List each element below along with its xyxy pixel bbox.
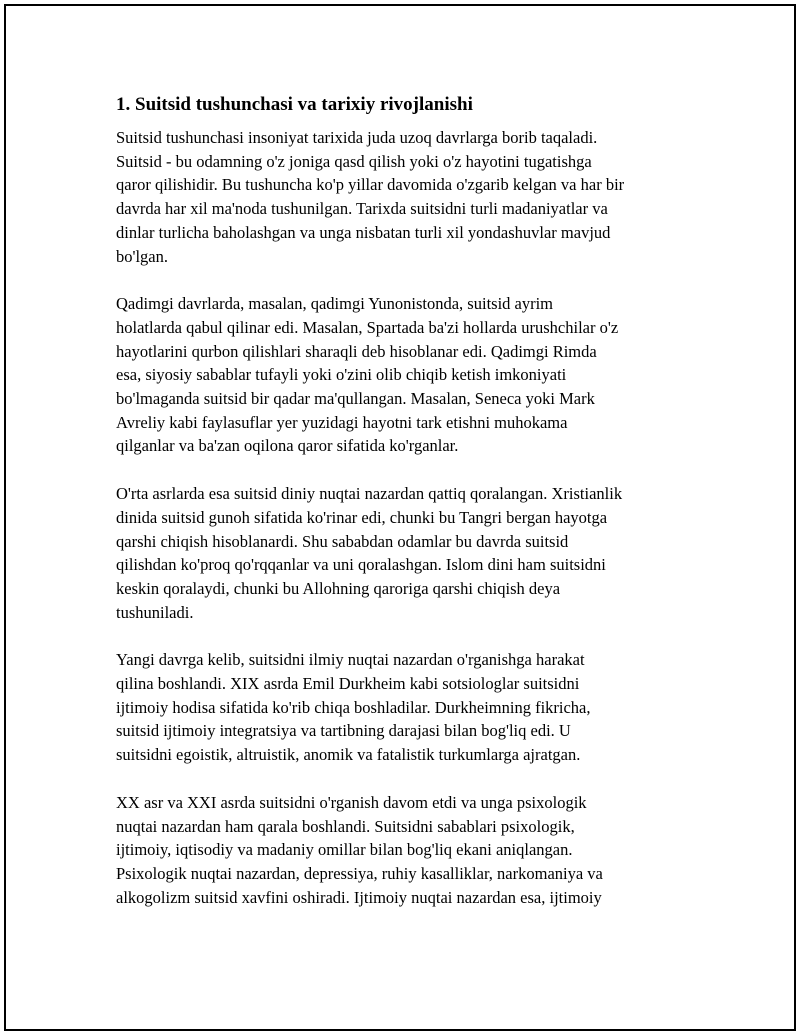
text-line: O'rta asrlarda esa suitsid diniy nuqtai nazardan qattiq qoralangan. Xristianlik bbox=[116, 484, 623, 504]
text-line: dinida suitsid gunoh sifatida ko'rinar edi, chunki bu Tangri bergan hayotga bbox=[116, 507, 608, 527]
text-line: ijtimoiy hodisa sifatida ko'rib chiqa boshladilar. Durkheimning fikricha, bbox=[116, 697, 591, 717]
text-line: qilishdan ko'proq qo'rqqanlar va uni qoralashgan. Islom dini ham suitsidni bbox=[116, 555, 606, 575]
paragraph-3 bbox=[116, 482, 696, 624]
text-line: bo'lmaganda suitsid bir qadar ma'qullangan. Masalan, Seneca yoki Mark bbox=[116, 389, 595, 409]
text-line: davrda har xil ma'noda tushunilgan. Tarixda suitsidni turli madaniyatlar va bbox=[116, 199, 608, 219]
text-line: qilina boshlandi. XIX asrda Emil Durkheim kabi sotsiologlar suitsidni bbox=[116, 674, 580, 694]
text-line: bo'lgan. bbox=[116, 246, 169, 266]
text-line: Yangi davrga kelib, suitsidni ilmiy nuqtai nazardan o'rganishga harakat bbox=[116, 650, 585, 670]
paragraph-5 bbox=[116, 791, 696, 910]
text-line: Suitsid tushunchasi insoniyat tarixida juda uzoq davrlarga borib taqaladi. bbox=[116, 128, 598, 147]
text-line: suitsidni egoistik, altruistik, anomik va fatalistik turkumlarga ajratgan. bbox=[116, 745, 581, 765]
text-line: dinlar turlicha baholashgan va unga nisbatan turli xil yondashuvlar mavjud bbox=[116, 222, 611, 242]
text-line: esa, siyosiy sabablar tufayli yoki o'zini olib chiqib ketish imkoniyati bbox=[116, 365, 567, 385]
section-heading: 1. Suitsid tushunchasi va tarixiy rivojlanishi bbox=[116, 94, 473, 115]
text-line: qarshi chiqish hisoblanardi. Shu sababdan odamlar bu davrda suitsid bbox=[116, 531, 569, 551]
text-line: Suitsid - bu odamning o'z joniga qasd qilish yoki o'z hayotini tugatishga bbox=[116, 151, 592, 171]
text-line: qaror qilishidir. Bu tushuncha ko'p yillar davomida o'zgarib kelgan va har bir bbox=[116, 175, 625, 195]
text-line: tushuniladi. bbox=[116, 602, 194, 622]
paragraph-2 bbox=[116, 292, 696, 458]
text-line: Avreliy kabi faylasuflar yer yuzidagi hayotni tark etishni muhokama bbox=[116, 412, 568, 432]
text-line: XX asr va XXI asrda suitsidni o'rganish davom etdi va unga psixologik bbox=[116, 792, 587, 812]
paragraph-1 bbox=[116, 126, 696, 268]
text-line: qilganlar va ba'zan oqilona qaror sifatida ko'rganlar. bbox=[116, 436, 459, 456]
text-line: ijtimoiy, iqtisodiy va madaniy omillar bilan bog'liq ekani aniqlangan. bbox=[116, 840, 573, 860]
text-line: Psixologik nuqtai nazardan, depressiya, ruhiy kasalliklar, narkomaniya va bbox=[116, 863, 603, 883]
document-body bbox=[116, 93, 696, 933]
text-line: hayotlarini qurbon qilishlari sharaqli deb hisoblanar edi. Qadimgi Rimda bbox=[116, 341, 597, 361]
text-line: keskin qoralaydi, chunki bu Allohning qaroriga qarshi chiqish deya bbox=[116, 578, 561, 598]
text-line: alkogolizm suitsid xavfini oshiradi. Ijtimoiy nuqtai nazardan esa, ijtimoiy bbox=[116, 887, 602, 907]
text-line: Qadimgi davrlarda, masalan, qadimgi Yunonistonda, suitsid ayrim bbox=[116, 294, 554, 314]
text-line: nuqtai nazardan ham qarala boshlandi. Suitsidni sabablari psixologik, bbox=[116, 816, 575, 836]
paragraph-4 bbox=[116, 648, 696, 767]
text-line: suitsid ijtimoiy integratsiya va tartibning darajasi bilan bog'liq edi. U bbox=[116, 721, 571, 741]
text-line: holatlarda qabul qilinar edi. Masalan, Spartada ba'zi hollarda urushchilar o'z bbox=[116, 317, 619, 337]
